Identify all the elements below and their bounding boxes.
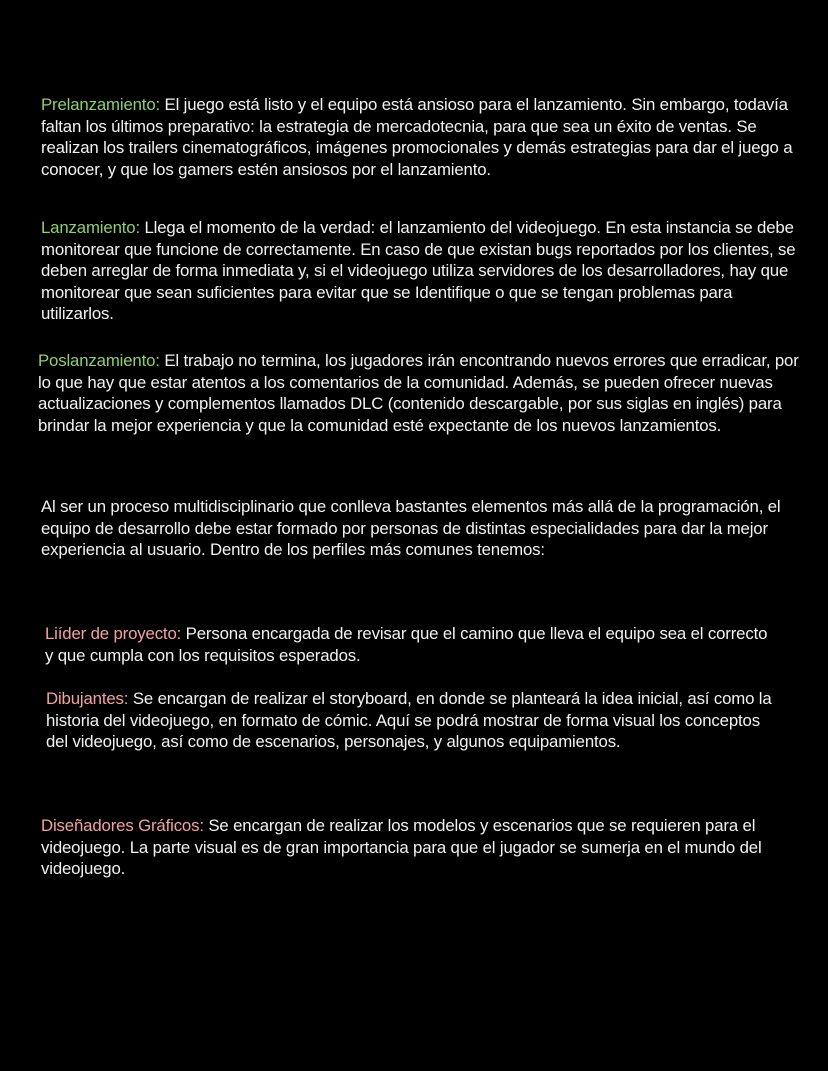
profile-dibujantes — [46, 688, 786, 753]
phase-lanzamiento-text: Llega el momento de la verdad: el lanzamiento del videojuego. En esta instancia se debe monitorear que funcione de correctamente. En caso de que existan bugs reportados por los clientes, se deben arreglar de forma inmediata y, si el videojuego utiliza servidores de los desarrolladores, hay que monitorear que sean suficientes para evitar que se Identifique o que se tengan problemas para utilizarlos. — [41, 218, 796, 323]
phase-lanzamiento-term: Lanzamiento: — [41, 218, 140, 237]
profile-disenadores — [41, 815, 781, 880]
phase-prelanzamiento-text: El juego está listo y el equipo está ansioso para el lanzamiento. Sin embargo, todavía faltan los últimos preparativo: la estrategia de mercadotecnia, para que sea un éxito de ventas. Se realizan los trailers cinematográficos, imágenes promocionales y demás estrategias para dar el juego a conocer, y que los gamers estén ansiosos por el lanzamiento. — [41, 95, 793, 179]
phase-poslanzamiento-text: El trabajo no termina, los jugadores irán encontrando nuevos errores que erradicar, por lo que hay que estar atentos a los comentarios de la comunidad. Además, se pueden ofrecer nuevas actualizaciones y complementos llamados DLC (contenido descargable, por sus siglas en inglés) para brindar la mejor experiencia y que la comunidad esté expectante de los nuevos lanzamientos. — [38, 351, 799, 435]
profile-dibujantes-term: Dibujantes: — [46, 689, 129, 708]
profile-disenadores-term: Diseñadores Gráficos: — [41, 816, 204, 835]
phase-prelanzamiento — [41, 94, 801, 180]
profile-lider-text: Persona encargada de revisar que el camino que lleva el equipo sea el correcto y que cumpla con los requisitos esperados. — [45, 624, 768, 665]
profile-lider-term: Liíder de proyecto: — [45, 624, 182, 643]
profile-lider — [45, 623, 780, 666]
profile-dibujantes-text: Se encargan de realizar el storyboard, en donde se planteará la idea inicial, así como la historia del videojuego, en formato de cómic. Aquí se podrá mostrar de forma visual los conceptos del videojuego, así como de escenarios, personajes, y algunos equipamientos. — [46, 689, 772, 751]
phase-poslanzamiento-term: Poslanzamiento: — [38, 351, 160, 370]
phase-lanzamiento — [41, 217, 801, 325]
intro-paragraph — [41, 496, 781, 561]
intro-text: Al ser un proceso multidisciplinario que conlleva bastantes elementos más allá de la programación, el equipo de desarrollo debe estar formado por personas de distintas especialidades para dar la mejor experiencia al usuario. Dentro de los perfiles más comunes tenemos: — [41, 497, 781, 559]
profile-disenadores-text: Se encargan de realizar los modelos y escenarios que se requieren para el videojuego. La parte visual es de gran importancia para que el jugador se sumerja en el mundo del videojuego. — [41, 816, 762, 878]
phase-poslanzamiento — [38, 350, 802, 436]
phase-prelanzamiento-term: Prelanzamiento: — [41, 95, 161, 114]
